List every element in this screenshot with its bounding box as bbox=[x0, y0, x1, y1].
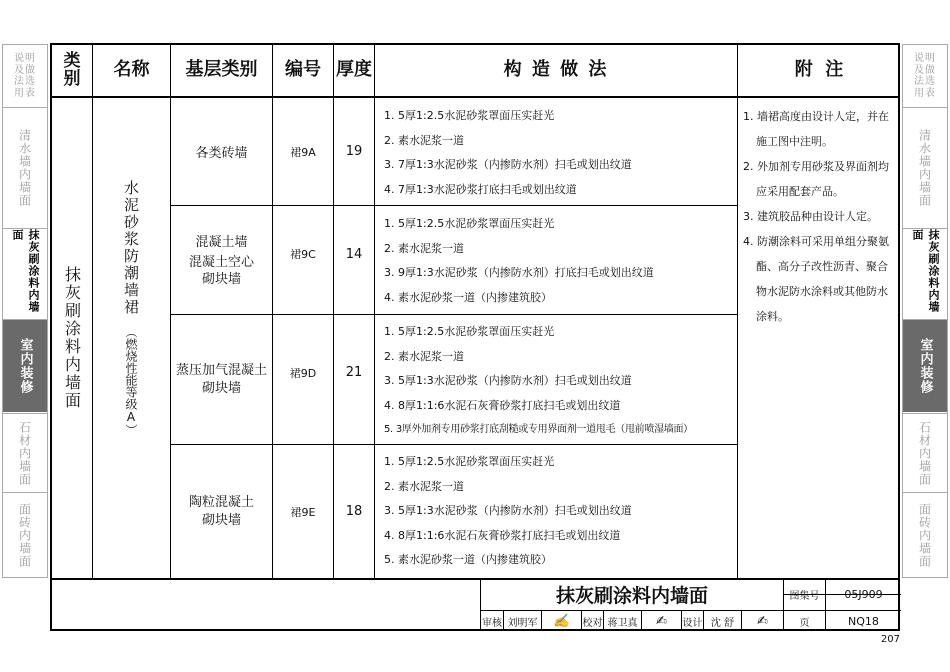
step: 2. 素水泥浆一道 bbox=[384, 241, 464, 255]
right-tab-plain-wall[interactable]: 清水墙内墙面 bbox=[903, 108, 947, 229]
header-code: 编号 bbox=[285, 59, 321, 81]
step: 4. 8厚1:1:6水泥石灰膏砂浆打底扫毛或划出纹道 bbox=[384, 528, 621, 542]
step: 1. 5厚1:2.5水泥砂浆罩面压实赶光 bbox=[384, 325, 555, 338]
step: 2. 素水泥浆一道 bbox=[384, 349, 464, 363]
right-tab-plaster-paint[interactable]: 抹灰刷涂料内墙面 bbox=[903, 229, 947, 320]
header-thickness: 厚度 bbox=[336, 59, 372, 81]
atlas-label: 图集号 bbox=[789, 590, 820, 602]
page-code: NQ18 bbox=[848, 614, 879, 628]
reviewer-signature: ✍ bbox=[553, 613, 570, 629]
step: 4. 素水泥砂浆一道（内掺建筑胶） bbox=[384, 290, 552, 304]
step: 4. 7厚1:3水泥砂浆打底扫毛或划出纹道 bbox=[384, 182, 577, 196]
step: 3. 7厚1:3水泥砂浆（内掺防水剂）扫毛或划出纹道 bbox=[384, 158, 632, 172]
notes-list bbox=[743, 104, 895, 329]
checker-name: 蒋卫真 bbox=[607, 617, 638, 629]
name-main: 水泥砂浆防潮墙裙 bbox=[122, 180, 140, 316]
left-tab-intro[interactable]: 说明 及做 法选 用表 bbox=[3, 45, 47, 108]
row2-base: 混凝土墙 混凝土空心 砌块墙 bbox=[188, 235, 254, 287]
row2-steps bbox=[384, 212, 654, 310]
row3-steps bbox=[384, 320, 693, 443]
designer-name: 沈 舒 bbox=[710, 617, 735, 629]
note-item: 4. 防潮涂料可采用单组分聚氨酯、高分子改性沥青、聚合物水泥防水涂料或其他防水涂料。 bbox=[743, 235, 889, 323]
header-name: 名称 bbox=[113, 59, 150, 81]
row3-base: 蒸压加气混凝土 砌块墙 bbox=[175, 362, 267, 396]
row3-code: 裙9D bbox=[289, 366, 317, 380]
left-tab-plaster-paint[interactable]: 抹灰刷涂料内墙面 bbox=[3, 229, 47, 320]
checker-signature: ✍ bbox=[656, 613, 667, 629]
left-tab-stone-wall[interactable]: 石材内墙面 bbox=[3, 413, 47, 493]
atlas-number: 05J909 bbox=[844, 587, 883, 601]
title-block bbox=[480, 578, 900, 631]
left-tab-plain-wall[interactable]: 清水墙内墙面 bbox=[3, 108, 47, 229]
category-label: 抹灰刷涂料内墙面 bbox=[62, 266, 82, 410]
row3-thickness: 21 bbox=[345, 365, 363, 380]
step: 5. 3厚外加剂专用砂浆打底刮糙或专用界面剂一道甩毛（甩前喷湿墙面） bbox=[384, 424, 693, 436]
row1-code: 裙9A bbox=[290, 145, 316, 159]
right-tab-tile-wall[interactable]: 面砖内墙面 bbox=[917, 502, 932, 568]
page-number: 207 bbox=[880, 634, 900, 645]
step: 5. 素水泥砂浆一道（内掺建筑胶） bbox=[384, 553, 552, 567]
row2-thickness: 14 bbox=[345, 246, 363, 262]
header-base-type: 基层类别 bbox=[185, 59, 258, 81]
right-side-tabs bbox=[902, 44, 948, 578]
step: 4. 8厚1:1:6水泥石灰膏砂浆打底扫毛或划出纹道 bbox=[384, 398, 621, 412]
row4-thickness: 18 bbox=[345, 504, 363, 519]
left-tab-interior[interactable]: 室内装修 bbox=[3, 320, 47, 412]
step: 1. 5厚1:2.5水泥砂浆罩面压实赶光 bbox=[384, 109, 555, 122]
right-tab-intro[interactable]: 说明 及做 法选 用表 bbox=[903, 45, 947, 108]
row1-steps bbox=[384, 104, 632, 202]
reviewer-name: 刘明军 bbox=[507, 617, 538, 629]
step: 2. 素水泥浆一道 bbox=[384, 133, 464, 147]
step: 3. 9厚1:3水泥砂浆（内掺防水剂）打底扫毛或划出纹道 bbox=[384, 266, 654, 280]
step: 1. 5厚1:2.5水泥砂浆罩面压实赶光 bbox=[384, 217, 555, 230]
left-side-tabs bbox=[2, 44, 48, 578]
page-label: 页 bbox=[799, 617, 810, 629]
row2-code: 裙9C bbox=[290, 248, 316, 261]
row1-thickness: 19 bbox=[345, 144, 363, 159]
header-construction: 构 造 做 法 bbox=[503, 59, 609, 81]
step: 1. 5厚1:2.5水泥砂浆罩面压实赶光 bbox=[384, 455, 555, 468]
row4-base: 陶粒混凝土 砌块墙 bbox=[188, 494, 254, 528]
header-notes: 附 注 bbox=[794, 59, 844, 81]
row4-steps bbox=[384, 450, 632, 573]
step: 3. 5厚1:3水泥砂浆（内掺防水剂）扫毛或划出纹道 bbox=[384, 374, 632, 388]
review-label: 审核 bbox=[482, 617, 502, 629]
header-category: 类别 bbox=[63, 50, 81, 89]
right-tab-stone-wall[interactable]: 石材内墙面 bbox=[903, 413, 947, 493]
row4-code: 裙9E bbox=[290, 505, 316, 519]
design-label: 设计 bbox=[682, 617, 703, 629]
designer-signature: ✍ bbox=[757, 613, 768, 629]
note-item: 2. 外加剂专用砂浆及界面剂均应采用配套产品。 bbox=[743, 160, 889, 198]
row1-base: 各类砖墙 bbox=[195, 146, 248, 161]
name-cell bbox=[93, 98, 170, 578]
drawing-title: 抹灰刷涂料内墙面 bbox=[555, 584, 708, 607]
step: 2. 素水泥浆一道 bbox=[384, 479, 464, 493]
right-tab-interior[interactable]: 室内装修 bbox=[903, 320, 947, 412]
note-item: 3. 建筑胶品种由设计人定。 bbox=[743, 210, 878, 223]
note-item: 1. 墙裙高度由设计人定，并在施工图中注明。 bbox=[743, 110, 889, 148]
step: 3. 5厚1:3水泥砂浆（内掺防水剂）扫毛或划出纹道 bbox=[384, 504, 632, 518]
left-tab-tile-wall[interactable]: 面砖内墙面 bbox=[17, 502, 32, 568]
check-label: 校对 bbox=[582, 617, 603, 629]
name-fire-rating: （燃烧性能等级A） bbox=[124, 326, 138, 436]
